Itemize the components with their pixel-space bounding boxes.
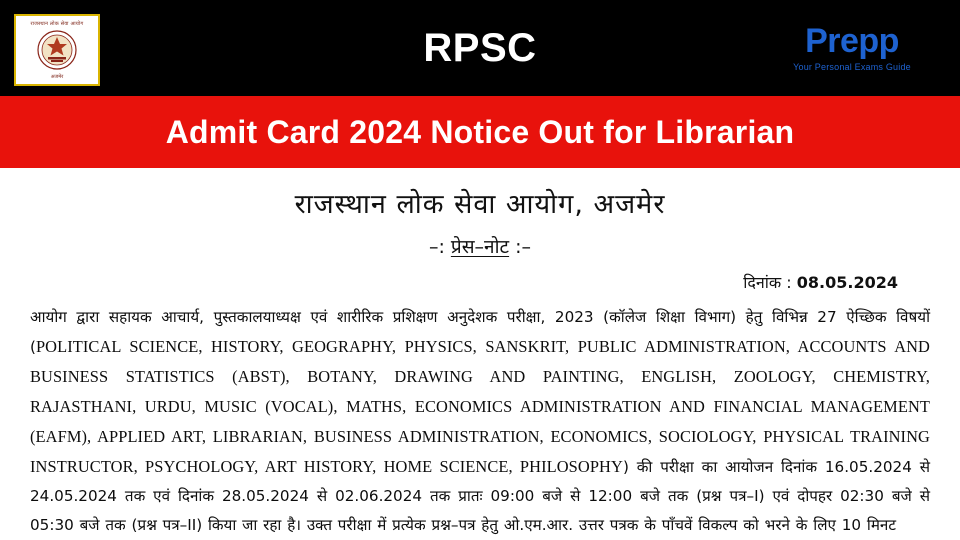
document-subtitle [0,233,960,259]
rpsc-logo-ring-text: राजस्थान लोक सेवा आयोग [30,21,84,27]
document-body-segment-1: POLITICAL SCIENCE, HISTORY, GEOGRAPHY, PHYSICS, SANSKRIT, PUBLIC ADMINISTRATION, ACCOUNTS AND BUSINESS STATISTICS (ABST), BOTANY, DRAWING AND PAINTING, ENGLISH, ZOOLOGY, CHEMISTRY, RAJASTHANI, URDU, MUSIC (VOCAL), MATHS, ECONOMICS ADMINISTRATION AND FINANCIAL MANAGEMENT (EAFM), APPLIED ART, LIBRARIAN, BUSINESS ADMINISTRATION, ECONOMICS, SOCIOLOGY, PHYSICAL TRAINING INSTRUCTOR, PSYCHOLOGY, ART HISTORY, HOME SCIENCE, PHILOSOPHY [30,337,930,476]
document-title: राजस्थान लोक सेवा आयोग, अजमेर [294,189,666,220]
document-date [0,271,960,293]
document-body-segment-2: ) की परीक्षा का आयोजन दिनांक 16.05.2024 से 24.05.2024 तक एवं दिनांक 28.05.2024 से 02.06.2024 तक प्रातः 09:00 बजे से 12:00 बजे तक (प्रश्न पत्र–I) एवं दोपहर 02:30 बजे से 05:30 बजे तक (प्रश्न पत्र–II) किया जा रहा है। [30,458,930,534]
prepp-brand [762,24,942,72]
page-header [0,0,960,96]
document-body-segment-3: उक्त परीक्षा में प्रत्येक प्रश्न–पत्र हेतु ओ.एम.आर. उत्तर पत्रक के पाँचवें विकल्प को भरने के लिए 10 मिनट [301,516,897,534]
headline-banner [0,96,960,168]
document-subtitle-prefix: –: [428,236,451,258]
document-subtitle-suffix: :– [509,236,532,258]
headline-text: Admit Card 2024 Notice Out for Librarian [165,113,795,150]
press-note-document [0,168,960,540]
rpsc-logo-bottom-text: अजमेर [50,74,64,80]
document-date-value: 08.05.2024 [796,273,898,292]
document-body [30,303,930,540]
document-subtitle-main: प्रेस–नोट [450,236,510,258]
document-date-label: दिनांक : [743,273,792,292]
prepp-brand-name: Prepp [805,22,899,60]
page-title: RPSC [423,26,537,70]
prepp-brand-tagline: Your Personal Exams Guide [793,62,911,72]
document-body-segment-0: आयोग द्वारा सहायक आचार्य, पुस्तकालयाध्यक्ष एवं शारीरिक प्रशिक्षण अनुदेशक परीक्षा, 2023 (कॉलेज शिक्षा विभाग) हेतु विभिन्न 27 ऐच्छिक विषयों ( [30,308,930,356]
